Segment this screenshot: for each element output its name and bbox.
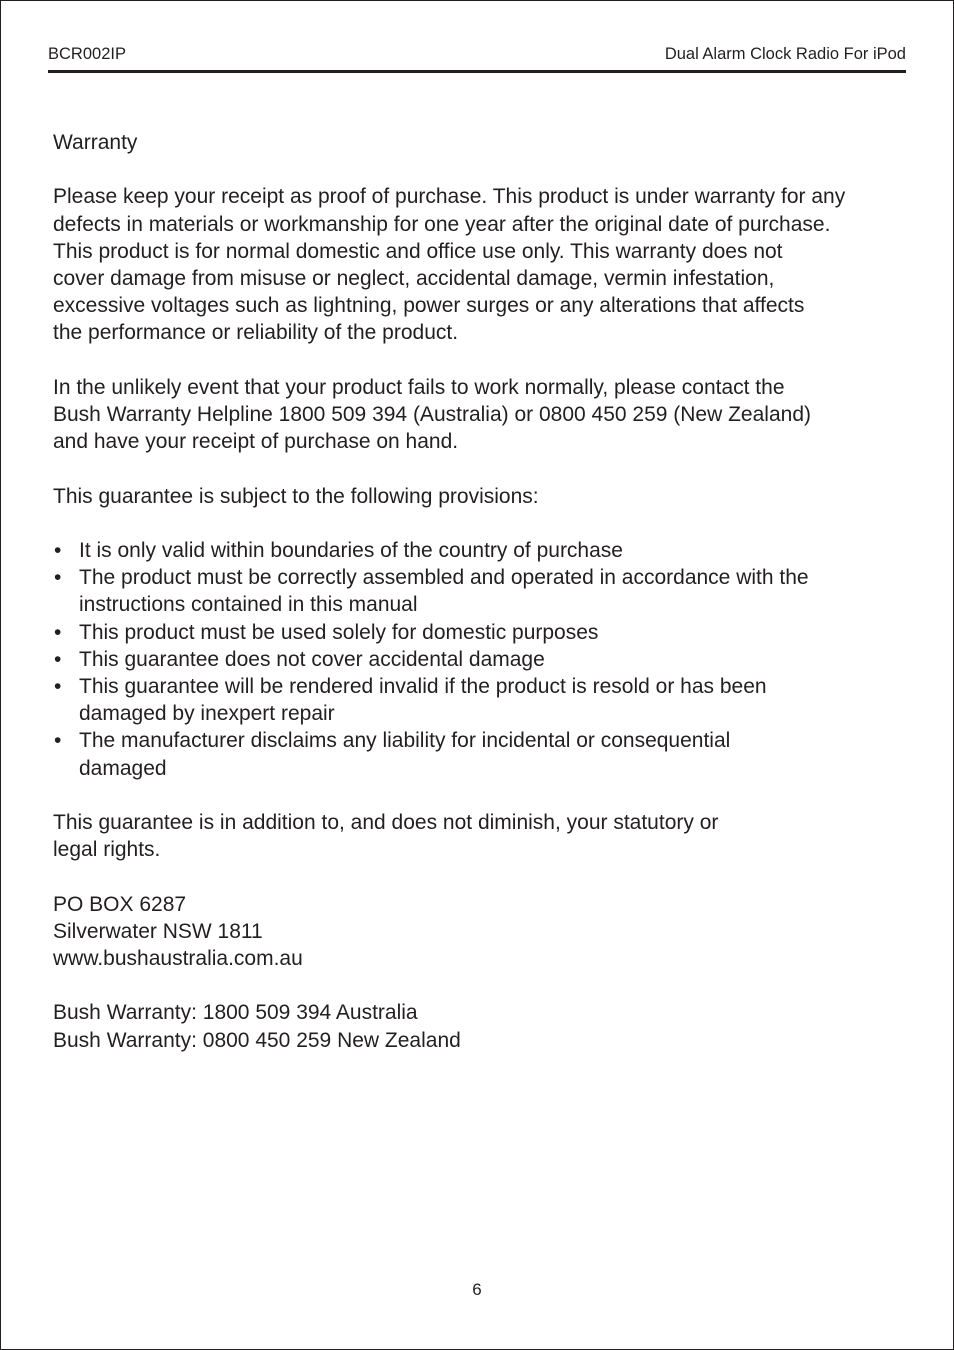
- text-line: legal rights.: [53, 838, 161, 862]
- provisions-intro: This guarantee is subject to the following provisions:: [53, 484, 539, 508]
- spacer: [53, 510, 923, 537]
- bullet-icon: •: [54, 538, 62, 562]
- text-line: In the unlikely event that your product fails to work normally, please contact the: [53, 375, 785, 399]
- warranty-phone-new-zealand: Bush Warranty: 0800 450 259 New Zealand: [53, 1028, 461, 1052]
- list-item: [53, 537, 923, 564]
- page-header: [48, 44, 906, 66]
- text-line: This guarantee is in addition to, and does not diminish, your statutory or: [53, 811, 719, 834]
- text-line: the performance or reliability of the product.: [53, 321, 459, 345]
- receipt-paragraph: [53, 183, 923, 346]
- spacer: [53, 782, 923, 809]
- bullet-icon: •: [54, 729, 62, 753]
- spacer: [53, 972, 923, 999]
- text-line: defects in materials or workmanship for one year after the original date of purchase.: [53, 212, 831, 236]
- list-item-text: instructions contained in this manual: [79, 593, 418, 617]
- section-title: Warranty: [53, 131, 138, 154]
- contact-paragraph: [53, 374, 923, 456]
- list-item-text: damaged: [79, 756, 167, 780]
- bullet-icon: •: [54, 675, 62, 698]
- page-number: 6: [472, 1280, 482, 1299]
- list-item: [53, 619, 923, 646]
- list-item-text: It is only valid within boundaries of the country of purchase: [79, 538, 623, 562]
- spacer: [53, 863, 923, 890]
- list-item-text: The product must be correctly assembled and operated in accordance with the: [79, 566, 809, 590]
- list-item-text: The manufacturer disclaims any liability for incidental or consequential: [79, 729, 731, 753]
- postal-address: [53, 891, 923, 973]
- text-line: and have your receipt of purchase on hand.: [53, 430, 459, 454]
- provisions-list: [53, 537, 923, 782]
- list-item-text: This product must be used solely for domestic purposes: [79, 620, 599, 644]
- text-line: Bush Warranty Helpline 1800 509 394 (Australia) or 0800 450 259 (New Zealand): [53, 403, 811, 426]
- po-box: PO BOX 6287: [53, 892, 187, 916]
- warranty-content: [53, 129, 923, 1054]
- list-item: [53, 646, 923, 673]
- warranty-phone-australia: Bush Warranty: 1800 509 394 Australia: [53, 1001, 418, 1025]
- spacer: [53, 347, 923, 374]
- bullet-icon: •: [54, 620, 62, 644]
- list-item: [53, 673, 923, 727]
- bullet-icon: •: [54, 566, 62, 590]
- text-line: cover damage from misuse or neglect, accidental damage, vermin infestation,: [53, 267, 775, 290]
- model-number: BCR002IP: [48, 45, 126, 63]
- list-item: [53, 564, 923, 618]
- city-line: Silverwater NSW 1811: [53, 919, 263, 943]
- text-line: This product is for normal domestic and office use only. This warranty does not: [53, 239, 783, 263]
- website-link[interactable]: www.bushaustralia.com.au: [53, 947, 303, 970]
- header-divider: [48, 70, 906, 73]
- list-item: [53, 727, 923, 781]
- text-line: Please keep your receipt as proof of purchase. This product is under warranty for any: [53, 185, 846, 209]
- list-item-text: This guarantee will be rendered invalid if the product is resold or has been: [79, 675, 767, 698]
- spacer: [53, 156, 923, 183]
- warranty-phone-numbers: [53, 999, 923, 1053]
- spacer: [53, 455, 923, 482]
- bullet-icon: •: [54, 647, 62, 671]
- text-line: excessive voltages such as lightning, power surges or any alterations that affects: [53, 294, 805, 318]
- statutory-paragraph: [53, 809, 923, 863]
- product-name: Dual Alarm Clock Radio For iPod: [664, 45, 906, 63]
- list-item-text: This guarantee does not cover accidental damage: [79, 647, 545, 671]
- list-item-text: damaged by inexpert repair: [79, 702, 335, 726]
